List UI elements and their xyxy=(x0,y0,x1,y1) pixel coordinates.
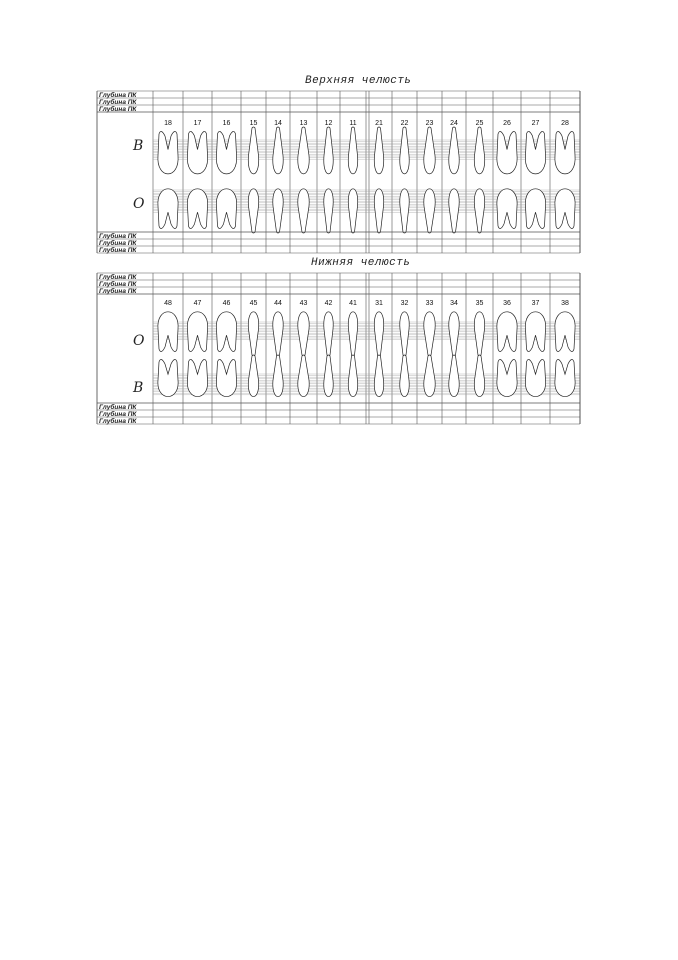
upper-bottom-depth-label: Глубина ПК xyxy=(99,246,137,254)
tooth-31-outline xyxy=(374,355,383,397)
tooth-37-outline xyxy=(525,312,545,352)
lower-top-depth-label: Глубина ПК xyxy=(99,280,137,288)
tooth-44-outline xyxy=(273,312,283,356)
tooth-25-outline xyxy=(474,189,484,233)
tooth-16-outline xyxy=(216,189,236,229)
tooth-35-outline xyxy=(474,355,484,397)
tooth-number-27: 27 xyxy=(531,120,540,127)
upper-bottom-depth-label: Глубина ПК xyxy=(99,232,137,240)
tooth-27-outline xyxy=(525,131,545,173)
tooth-48-outline xyxy=(158,312,178,352)
tooth-31-outline xyxy=(374,312,383,356)
tooth-number-23: 23 xyxy=(425,120,434,127)
tooth-number-28: 28 xyxy=(561,120,569,127)
lower-top-depth-label: Глубина ПК xyxy=(99,273,137,281)
tooth-18-outline xyxy=(158,131,178,173)
lower-jaw-title: Нижняя челюсть xyxy=(311,257,411,269)
tooth-38-outline xyxy=(555,312,575,352)
tooth-42-outline xyxy=(324,312,333,356)
tooth-32-outline xyxy=(400,312,409,356)
tooth-number-12: 12 xyxy=(324,120,333,127)
upper-top-depth-label: Глубина ПК xyxy=(99,98,137,106)
tooth-33-outline xyxy=(424,312,435,356)
tooth-17-outline xyxy=(187,189,207,229)
upper-side-label-top: В xyxy=(133,138,144,154)
upper-bottom-depth-label: Глубина ПК xyxy=(99,239,137,247)
lower-bottom-depth-label: Глубина ПК xyxy=(99,403,137,411)
tooth-number-47: 47 xyxy=(193,300,202,307)
tooth-number-32: 32 xyxy=(400,300,409,307)
tooth-22-outline xyxy=(400,189,409,233)
tooth-number-11: 11 xyxy=(349,120,357,127)
tooth-21-outline xyxy=(374,189,383,233)
tooth-41-outline xyxy=(348,355,357,397)
tooth-46-outline xyxy=(216,359,236,396)
tooth-number-18: 18 xyxy=(164,120,172,127)
upper-top-depth-label: Глубина ПК xyxy=(99,91,137,99)
tooth-15-outline xyxy=(248,127,258,174)
tooth-47-outline xyxy=(187,312,207,352)
tooth-number-21: 21 xyxy=(375,120,383,127)
tooth-25-outline xyxy=(474,127,484,174)
tooth-12-outline xyxy=(324,127,333,174)
tooth-37-outline xyxy=(525,359,545,396)
tooth-number-42: 42 xyxy=(324,300,333,307)
tooth-23-outline xyxy=(424,127,435,174)
upper-side-label-bottom: О xyxy=(133,196,145,212)
tooth-28-outline xyxy=(555,189,575,229)
tooth-12-outline xyxy=(324,189,333,233)
tooth-number-14: 14 xyxy=(274,120,282,127)
tooth-27-outline xyxy=(525,189,545,229)
tooth-number-22: 22 xyxy=(400,120,409,127)
lower-top-depth-label: Глубина ПК xyxy=(99,287,137,295)
tooth-44-outline xyxy=(273,355,283,397)
tooth-21-outline xyxy=(374,127,383,174)
tooth-number-34: 34 xyxy=(450,300,458,307)
tooth-number-45: 45 xyxy=(249,300,258,307)
tooth-number-25: 25 xyxy=(475,120,484,127)
tooth-47-outline xyxy=(187,359,207,396)
tooth-33-outline xyxy=(424,355,435,397)
tooth-48-outline xyxy=(158,359,178,396)
tooth-43-outline xyxy=(298,312,309,356)
tooth-14-outline xyxy=(273,127,283,174)
tooth-number-17: 17 xyxy=(193,120,202,127)
tooth-35-outline xyxy=(474,312,484,356)
tooth-number-46: 46 xyxy=(222,300,231,307)
tooth-42-outline xyxy=(324,355,333,397)
lower-side-label-bottom: В xyxy=(133,380,144,396)
tooth-26-outline xyxy=(497,131,517,173)
tooth-14-outline xyxy=(273,189,283,233)
tooth-36-outline xyxy=(497,359,517,396)
tooth-number-33: 33 xyxy=(425,300,434,307)
tooth-45-outline xyxy=(248,355,258,397)
tooth-number-41: 41 xyxy=(349,300,357,307)
tooth-number-35: 35 xyxy=(475,300,484,307)
lower-bottom-depth-label: Глубина ПК xyxy=(99,410,137,418)
tooth-28-outline xyxy=(555,131,575,173)
tooth-34-outline xyxy=(449,355,459,397)
tooth-number-37: 37 xyxy=(531,300,540,307)
tooth-number-43: 43 xyxy=(299,300,308,307)
upper-jaw-title: Верхняя челюсть xyxy=(305,75,412,87)
upper-top-depth-label: Глубина ПК xyxy=(99,105,137,113)
tooth-45-outline xyxy=(248,312,258,356)
lower-side-label-top: О xyxy=(133,333,145,349)
tooth-number-26: 26 xyxy=(503,120,511,127)
tooth-46-outline xyxy=(216,312,236,352)
tooth-number-13: 13 xyxy=(299,120,308,127)
tooth-15-outline xyxy=(248,189,258,233)
tooth-number-48: 48 xyxy=(164,300,172,307)
tooth-number-24: 24 xyxy=(450,120,458,127)
tooth-23-outline xyxy=(424,189,435,233)
tooth-26-outline xyxy=(497,189,517,229)
tooth-13-outline xyxy=(298,189,309,233)
tooth-number-38: 38 xyxy=(561,300,569,307)
tooth-number-31: 31 xyxy=(375,300,383,307)
tooth-16-outline xyxy=(216,131,236,173)
lower-bottom-depth-label: Глубина ПК xyxy=(99,417,137,425)
tooth-41-outline xyxy=(348,312,357,356)
tooth-34-outline xyxy=(449,312,459,356)
tooth-24-outline xyxy=(449,189,459,233)
tooth-11-outline xyxy=(348,127,357,174)
tooth-number-44: 44 xyxy=(274,300,282,307)
tooth-32-outline xyxy=(400,355,409,397)
tooth-17-outline xyxy=(187,131,207,173)
tooth-36-outline xyxy=(497,312,517,352)
tooth-number-16: 16 xyxy=(222,120,231,127)
tooth-22-outline xyxy=(400,127,409,174)
tooth-11-outline xyxy=(348,189,357,233)
tooth-number-15: 15 xyxy=(249,120,258,127)
tooth-43-outline xyxy=(298,355,309,397)
tooth-number-36: 36 xyxy=(503,300,511,307)
tooth-13-outline xyxy=(298,127,309,174)
tooth-24-outline xyxy=(449,127,459,174)
tooth-18-outline xyxy=(158,189,178,229)
tooth-38-outline xyxy=(555,359,575,396)
